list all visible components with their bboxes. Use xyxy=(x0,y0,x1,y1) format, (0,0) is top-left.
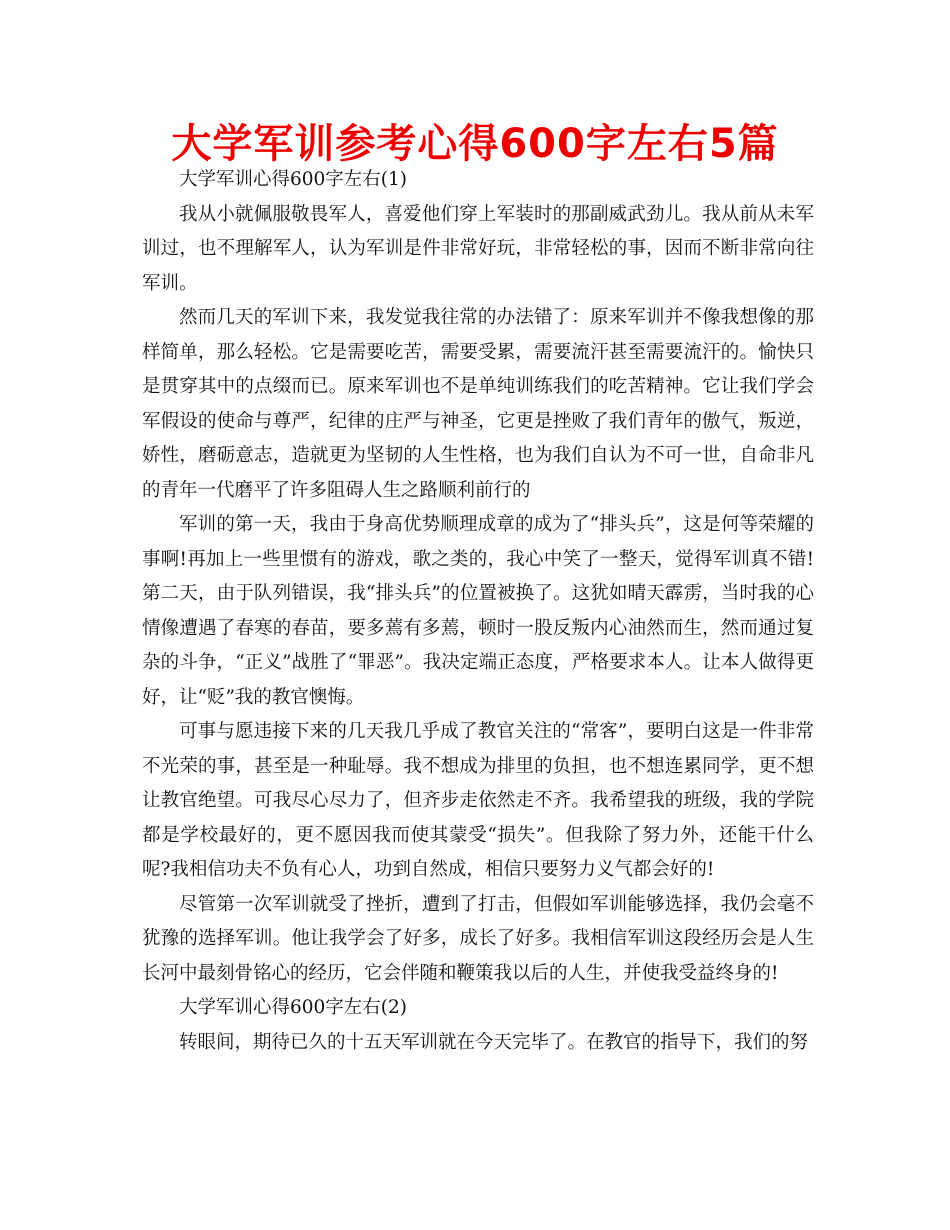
paragraph: 我从小就佩服敬畏军人，喜爱他们穿上军装时的那副威武劲儿。我从前从未军训过，也不理解军人，认为军训是件非常好玩，非常轻松的事，因而不断非常向往军训。 xyxy=(142,203,814,294)
paragraph: 军训的第一天，我由于身高优势顺理成章的成为了“排头兵”，这是何等荣耀的事啊!再加上一些里惯有的游戏，歌之类的，我心中笑了一整天，觉得军训真不错!第二天，由于队列错误，我“排头兵”的位置被换了。这犹如晴天霹雳，当时我的心情像遭遇了春寒的春苗，要多蔫有多蔫，顿时一股反叛内心油然而生，然而通过复杂的斗争，“正义”战胜了“罪恶”。我决定端正态度，严格要求本人。让本人做得更好，让“贬”我的教官懊悔。 xyxy=(142,514,814,708)
paragraph: 尽管第一次军训就受了挫折，遭到了打击，但假如军训能够选择，我仍会毫不犹豫的选择军训。他让我学会了好多，成长了好多。我相信军训这段经历会是人生长河中最刻骨铭心的经历，它会伴随和鞭策我以后的人生，并使我受益终身的! xyxy=(142,893,814,984)
section-heading-2: 大学军训心得600字左右(2) xyxy=(179,997,408,1018)
document-title: 大学军训参考心得600字左右5篇 xyxy=(171,121,779,167)
paragraph: 然而几天的军训下来，我发觉我往常的办法错了：原来军训并不像我想像的那样简单，那么轻松。它是需要吃苦，需要受累，需要流汗甚至需要流汗的。愉快只是贯穿其中的点缀而已。原来军训也不是单纯训练我们的吃苦精神。它让我们学会军假设的使命与尊严，纪律的庄严与神圣，它更是挫败了我们青年的傲气，叛逆，娇性，磨砺意志，造就更为坚韧的人生性格，也为我们自认为不可一世，自命非凡的青年一代磨平了许多阻碍人生之路顺利前行的 xyxy=(142,307,814,501)
document-body xyxy=(142,163,814,1060)
paragraph: 可事与愿违接下来的几天我几乎成了教官关注的“常客”，要明白这是一件非常不光荣的事，甚至是一种耻辱。我不想成为排里的负担，也不想连累同学，更不想让教官绝望。可我尽心尽力了，但齐步走依然走不齐。我希望我的班级，我的学院都是学校最好的，更不愿因我而使其蒙受“损失”。但我除了努力外，还能干什么呢?我相信功夫不负有心人，功到自然成，相信只要努力义气都会好的! xyxy=(142,721,814,880)
paragraph: 转眼间，期待已久的十五天军训就在今天完毕了。在教官的指导下，我们的努 xyxy=(179,1031,809,1053)
section-heading-1: 大学军训心得600字左右(1) xyxy=(179,169,408,190)
